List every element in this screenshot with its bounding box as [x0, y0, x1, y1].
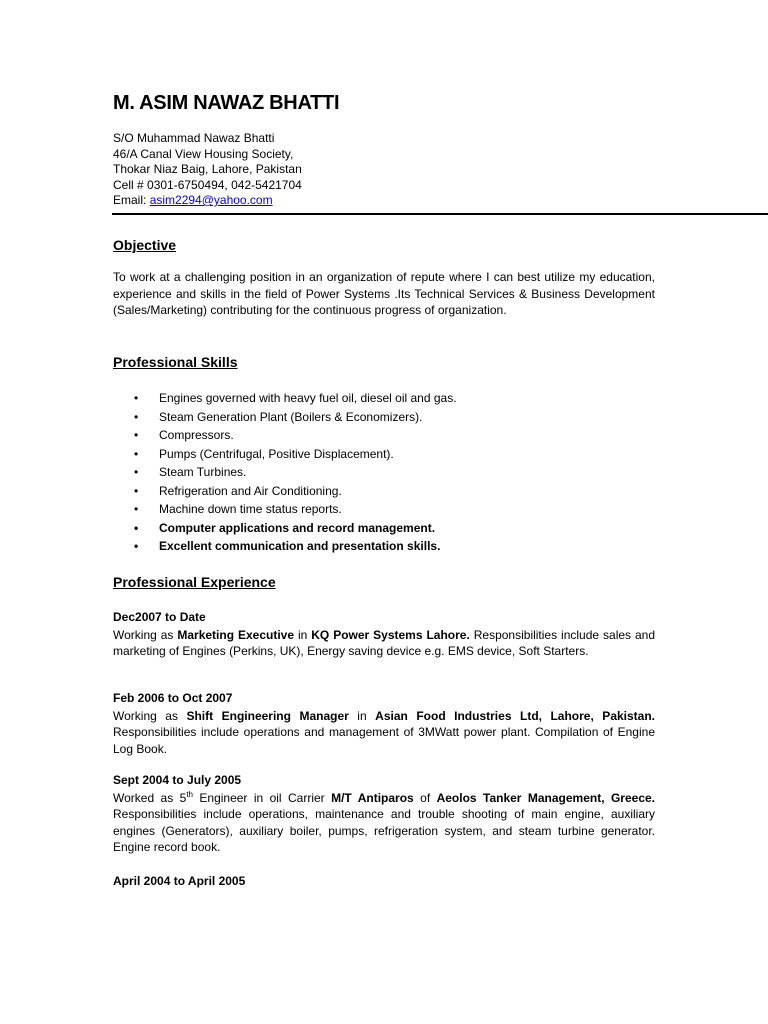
- experience-heading: Professional Experience: [113, 574, 276, 590]
- skill-item: [113, 389, 457, 408]
- objective-text: To work at a challenging position in an organization of repute where I can best utilize my education, experience and skills in the field of Power Systems .Its Technical Services & Business Development (Sales/Marketing) contributing for the continuous progress of organization.: [113, 270, 655, 317]
- skill-item: [113, 463, 457, 482]
- job-role: M/T Antiparos: [331, 790, 414, 805]
- bullet-icon: •: [134, 502, 139, 516]
- job-entry: [113, 873, 655, 891]
- skill-item: [113, 500, 457, 519]
- skill-text: Compressors.: [159, 428, 234, 442]
- email-label: Email:: [113, 193, 150, 207]
- job-date: Dec2007 to Date: [113, 610, 206, 624]
- ordinal-suffix: th: [186, 789, 193, 799]
- objective-heading: Objective: [113, 237, 177, 253]
- skill-item: [113, 519, 457, 538]
- job-date: April 2004 to April 2005: [113, 874, 246, 888]
- skill-text: Steam Generation Plant (Boilers & Economizers).: [159, 409, 423, 424]
- bullet-icon: •: [134, 409, 139, 424]
- candidate-name: M. ASIM NAWAZ BHATTI: [113, 92, 340, 114]
- job-date: Feb 2006 to Oct 2007: [113, 691, 233, 705]
- skill-item: [113, 426, 457, 445]
- job-entry: [113, 690, 655, 757]
- bullet-icon: •: [134, 391, 139, 405]
- job-description: Working as Shift Engineering Manager in Asian Food Industries Ltd, Lahore, Pakistan. Responsibilities include operations and management of 3MWatt power plant. Compilation of Engine Log Book.: [113, 708, 656, 756]
- skill-text: Engines governed with heavy fuel oil, diesel oil and gas.: [159, 391, 457, 405]
- bullet-icon: •: [134, 539, 139, 553]
- contact-line-parent: S/O Muhammad Nawaz Bhatti: [113, 131, 275, 145]
- skill-item: [113, 482, 457, 501]
- skill-text: Machine down time status reports.: [159, 502, 342, 516]
- skill-text: Computer applications and record management.: [159, 520, 436, 535]
- bullet-icon: •: [134, 428, 139, 442]
- skill-text: Excellent communication and presentation skills.: [159, 539, 441, 553]
- job-company: Asian Food Industries Ltd, Lahore, Pakistan.: [375, 708, 656, 723]
- job-date: Sept 2004 to July 2005: [113, 773, 242, 787]
- job-company: KQ Power Systems Lahore.: [311, 627, 470, 642]
- bullet-icon: •: [134, 483, 139, 498]
- job-role: Marketing Executive: [177, 627, 295, 642]
- skill-item: [113, 537, 457, 556]
- job-company: Aeolos Tanker Management, Greece.: [436, 790, 655, 805]
- contact-line-address: 46/A Canal View Housing Society,: [113, 146, 294, 161]
- job-entry: [113, 609, 655, 660]
- header-divider: [112, 213, 768, 215]
- skill-item: [113, 445, 457, 464]
- bullet-icon: •: [134, 520, 139, 535]
- contact-line-phone: Cell # 0301-6750494, 042-5421704: [113, 177, 302, 192]
- skills-list: [113, 389, 457, 556]
- bullet-icon: •: [134, 446, 139, 461]
- contact-block: [113, 131, 302, 209]
- skill-text: Pumps (Centrifugal, Positive Displacement).: [159, 446, 394, 461]
- email-link[interactable]: asim2294@yahoo.com: [149, 193, 273, 207]
- job-entry: [113, 772, 655, 856]
- skill-text: Refrigeration and Air Conditioning.: [159, 483, 342, 498]
- skills-heading: Professional Skills: [113, 354, 238, 370]
- contact-line-email: [113, 193, 302, 209]
- skill-text: Steam Turbines.: [159, 465, 247, 479]
- job-description: Working as Marketing Executive in KQ Power Systems Lahore. Responsibilities include sales and marketing of Engines (Perkins, UK), Energy saving device e.g. EMS device, Soft Starters.: [113, 627, 655, 658]
- skill-item: [113, 408, 457, 427]
- bullet-icon: •: [134, 465, 139, 479]
- job-description: Worked as 5th Engineer in oil Carrier M/T Antiparos of Aeolos Tanker Management, Greece. Responsibilities include operations, maintenance and trouble shooting of main engine, auxiliary engines (Generators), auxiliary boiler, pumps, refrigeration system, and steam turbine generator. Engine record book.: [113, 789, 655, 854]
- job-role: Shift Engineering Manager: [186, 708, 349, 723]
- contact-line-city: Thokar Niaz Baig, Lahore, Pakistan: [113, 162, 302, 176]
